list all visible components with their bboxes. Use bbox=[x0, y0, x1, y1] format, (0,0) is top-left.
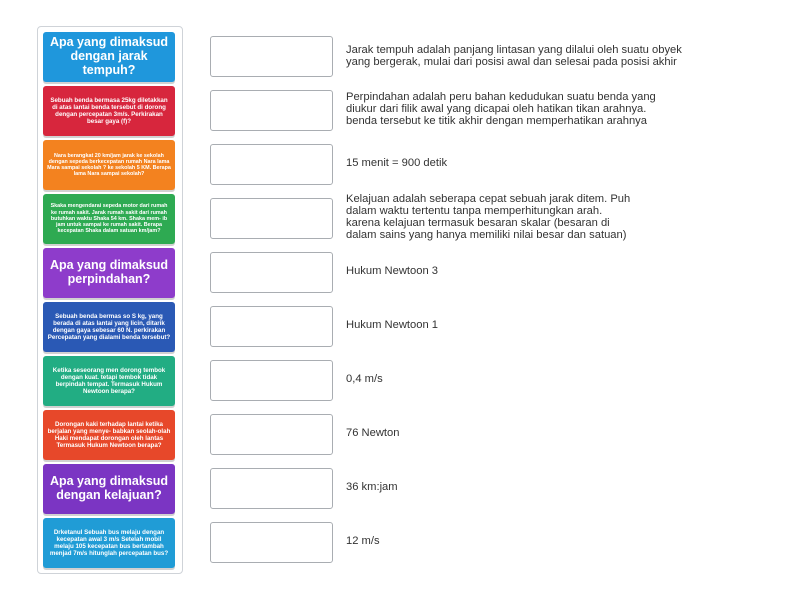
drop-box-8[interactable] bbox=[210, 414, 333, 455]
answer-9 bbox=[346, 480, 746, 494]
drop-box-5[interactable] bbox=[210, 252, 333, 293]
drop-box-9[interactable] bbox=[210, 468, 333, 509]
answer-4 bbox=[346, 190, 746, 244]
answer-2-line: diukur dari filik awal yang dicapai oleh hatikan tikan arahnya. bbox=[346, 103, 647, 115]
drop-box-3[interactable] bbox=[210, 144, 333, 185]
card-9-text: Apa yang dimaksud dengan kelajuan? bbox=[49, 474, 169, 502]
drop-box-2[interactable] bbox=[210, 90, 333, 131]
answer-1 bbox=[346, 41, 746, 71]
answer-4-line: karena kelajuan termasuk besaran skalar (besaran di bbox=[346, 217, 610, 229]
answer-3-line: 15 menit = 900 detik bbox=[346, 157, 448, 169]
card-2[interactable] bbox=[43, 86, 175, 136]
card-3-text: Nara berangkat 20 km/jam jarak ke sekolah dengan sepeda berkecepatan rumah Nara lama Mara sampai sekolah ? ke sekolah 5 KM. Berapa lama Nara sampai sekolah? bbox=[47, 152, 171, 178]
answer-2 bbox=[346, 88, 746, 130]
answer-7 bbox=[346, 372, 746, 386]
card-3[interactable] bbox=[43, 140, 175, 190]
answer-2-line: benda tersebut ke titik akhir dengan memperhatikan arahnya bbox=[346, 115, 648, 127]
answer-8-line: 76 Newton bbox=[346, 427, 400, 439]
answer-10 bbox=[346, 534, 746, 548]
card-5[interactable] bbox=[43, 248, 175, 298]
drop-box-6[interactable] bbox=[210, 306, 333, 347]
answer-1-line: Jarak tempuh adalah panjang lintasan yang dilalui oleh suatu obyek bbox=[346, 44, 682, 56]
answer-6 bbox=[346, 318, 746, 332]
card-1[interactable] bbox=[43, 32, 175, 82]
drop-box-10[interactable] bbox=[210, 522, 333, 563]
answer-6-line: Hukum Newtoon 1 bbox=[346, 319, 439, 331]
card-6[interactable] bbox=[43, 302, 175, 352]
card-2-text: Sebuah benda bermasa 25kg diletakkan di atas lantai benda tersebut di dorong dengan percepatan 3m/s. Perkirakan besar gaya (f)? bbox=[50, 96, 168, 126]
answer-10-line: 12 m/s bbox=[346, 535, 380, 547]
card-4-text: Skaka mengendarai sepeda motor dari rumah ke rumah sakit. Jarak rumah sakit dari rumah butuhkan waktu Shaka 54 km. Shaka mem- ib jam untuk sampai ke rumah sakit. Berapa kecepatan Shaka dalam satuan km/jam? bbox=[50, 203, 168, 235]
answer-3 bbox=[346, 156, 746, 170]
card-6-text: Sebuah benda bermas so S kg, yang berada di atas lantai yang licin, ditarik dengan gaya sebesar 60 N. perkirakan Percepatan yang dialami benda tersebut? bbox=[47, 312, 171, 342]
card-7-text: Ketika seseorang men dorong tembok dengan kuat. tetapi tembok tidak berpindah tempat. Termasuk Hukum Newtoon berapa? bbox=[52, 366, 166, 396]
answer-4-line: dalam waktu tertentu tanpa memperhitungkan arah. bbox=[346, 205, 603, 217]
card-1-text: Apa yang dimaksud dengan jarak tempuh? bbox=[49, 35, 169, 77]
answer-1-line: yang bergerak, mulai dari posisi awal dan selesai pada posisi akhir bbox=[346, 56, 677, 68]
answer-5-line: Hukum Newtoon 3 bbox=[346, 265, 439, 277]
answer-5 bbox=[346, 264, 746, 278]
drop-box-4[interactable] bbox=[210, 198, 333, 239]
answer-4-line: Kelajuan adalah seberapa cepat sebuah jarak ditem. Puh bbox=[346, 193, 631, 205]
answer-8 bbox=[346, 426, 746, 440]
card-9[interactable] bbox=[43, 464, 175, 514]
answer-4-line: dalam sains yang hanya memiliki nilai besar dan satuan) bbox=[346, 229, 627, 241]
answer-7-line: 0,4 m/s bbox=[346, 373, 383, 385]
card-8[interactable] bbox=[43, 410, 175, 460]
answer-9-line: 36 km:jam bbox=[346, 481, 398, 493]
card-7[interactable] bbox=[43, 356, 175, 406]
card-10-text: Drketanul Sebuah bus melaju dengan kecepatan awal 3 m/s Setelah mobil melaju 105 kecepatan bus bertambah menjad 7m/s hitunglah percepatan bus? bbox=[49, 528, 169, 558]
drop-box-7[interactable] bbox=[210, 360, 333, 401]
card-4[interactable] bbox=[43, 194, 175, 244]
card-8-text: Dorongan kaki terhadap lantai ketika berjalan yang menye- babkan seolah-olah Haki mendapat dorongan oleh lantas Termasuk Hukum Newtoon berapa? bbox=[47, 420, 171, 450]
drop-box-1[interactable] bbox=[210, 36, 333, 77]
card-10[interactable] bbox=[43, 518, 175, 568]
card-5-text: Apa yang dimaksud perpindahan? bbox=[49, 258, 169, 286]
answer-2-line: Perpindahan adalah peru bahan kedudukan suatu benda yang bbox=[346, 91, 656, 103]
